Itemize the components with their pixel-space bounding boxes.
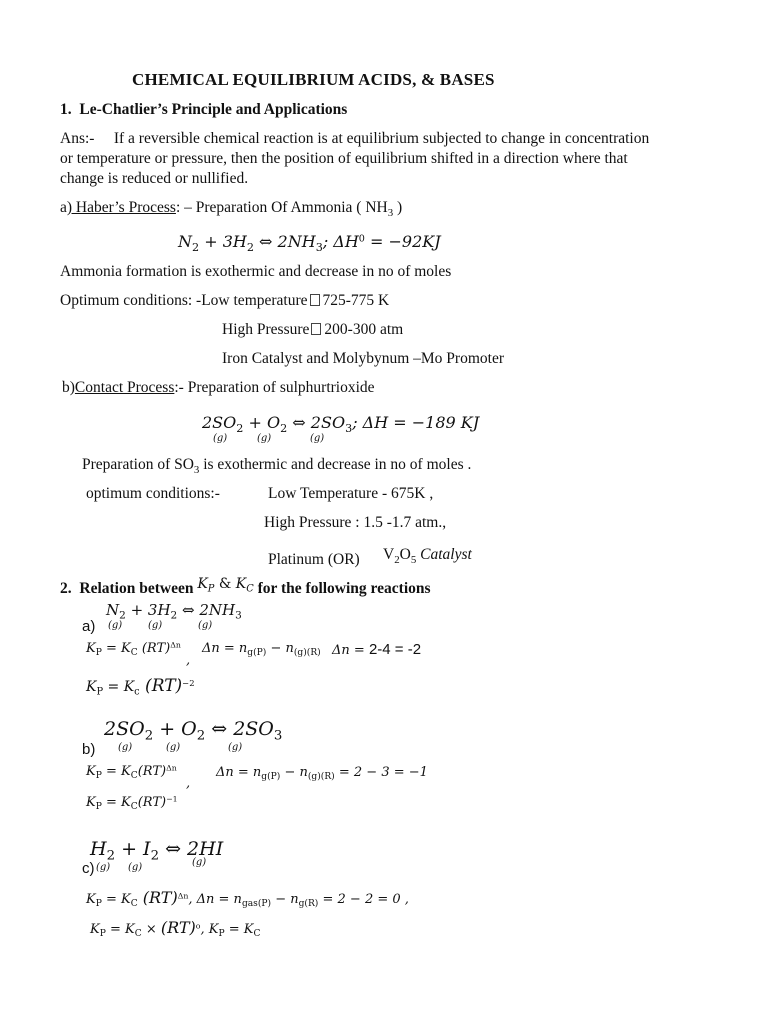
contact-optimum-2: High Pressure : 1.5 -1.7 atm., bbox=[264, 514, 447, 531]
reaction-c-kp-line-1: $K_P = K_C$ (RT)$^{\Delta n}$, $\Delta n = n_{gas(P)} - n_{g(R)} = 2 - 2 = 0$ , bbox=[86, 888, 409, 910]
section-2-title-post: for the following reactions bbox=[257, 580, 431, 597]
answer-line-3: change is reduced or nullified. bbox=[60, 170, 249, 187]
state-label: (g) bbox=[228, 742, 243, 753]
state-label: (g) bbox=[108, 620, 123, 631]
haber-opt-label: Optimum conditions: -Low temperature bbox=[60, 292, 308, 309]
reaction-a-equation: $N_2 + 3H_2$ ⇔ $2NH_3$ bbox=[106, 601, 242, 622]
state-label: (g) bbox=[213, 433, 228, 444]
reaction-b-kp-line-2: $K_P = K_C(RT)^{-1}$ bbox=[86, 794, 178, 813]
missing-glyph-box bbox=[310, 294, 320, 306]
page-title: CHEMICAL EQUILIBRIUM ACIDS, & BASES bbox=[132, 70, 495, 89]
kp-kc-symbol: $K_P$ & $K_C$ bbox=[197, 576, 254, 595]
state-label: (g) bbox=[128, 862, 143, 873]
contact-prefix: b) bbox=[62, 379, 75, 396]
haber-equation: $N_2 + 3H_2$ ⇔ $2NH_3$; $\Delta H^0 = -92KJ$ bbox=[178, 232, 441, 254]
section-1-heading bbox=[60, 101, 347, 119]
contact-rest: :- Preparation of sulphurtrioxide bbox=[174, 379, 375, 396]
haber-rest: : – Preparation Of Ammonia ( NH bbox=[175, 199, 388, 216]
contact-process-heading bbox=[62, 379, 375, 397]
section-1-number: 1. bbox=[60, 101, 72, 118]
section-2-number: 2. bbox=[60, 580, 72, 597]
answer-text-1: If a reversible chemical reaction is at equilibrium subjected to change in concentration bbox=[113, 130, 650, 147]
haber-optimum-1 bbox=[60, 292, 389, 310]
reaction-b-label: b) bbox=[82, 741, 96, 758]
reaction-a-delta-n: $\Delta n = n_{g(P)} - n_{(g)(R)}$ bbox=[202, 641, 321, 659]
state-label: (g) bbox=[198, 620, 213, 631]
haber-pressure-value: 200-300 atm bbox=[324, 321, 404, 338]
state-label: (g) bbox=[192, 857, 207, 868]
reaction-b-equation: $2SO_2 + O_2$ ⇔ $2SO_3$ bbox=[104, 718, 283, 744]
section-1-title: Le-Chatlier’s Principle and Applications bbox=[79, 101, 348, 118]
reaction-a-kp-line-1: $K_P = K_C$ (RT)$^{\Delta n}$ bbox=[86, 640, 181, 659]
state-label: (g) bbox=[257, 433, 272, 444]
v2o5-catalyst: $V_2O_5$ Catalyst bbox=[383, 546, 472, 566]
reaction-c-kp-line-2: $K_P = K_C \times (RT)^o$, $K_P = K_C$ bbox=[90, 918, 261, 940]
reaction-b-kp-line-1: $K_P = K_C(RT)^{\Delta n}$ bbox=[86, 763, 177, 782]
state-label: (g) bbox=[96, 862, 111, 873]
reaction-a-kp-line-2: $K_P = K_c$ (RT)$^{-2}$ bbox=[86, 676, 195, 698]
reaction-b-delta-n: $\Delta n = n_{g(P)} - n_{(g)(R)} = 2 - 3 = -1$ bbox=[216, 765, 428, 783]
haber-close: ) bbox=[393, 199, 403, 216]
missing-glyph-box bbox=[311, 323, 321, 335]
contact-optimum-1: Low Temperature - 675K , bbox=[268, 485, 434, 502]
haber-pressure-label: High Pressure bbox=[222, 321, 310, 338]
answer-line-1 bbox=[60, 130, 649, 148]
contact-label: Contact Process bbox=[74, 379, 175, 396]
haber-process-heading bbox=[60, 199, 402, 217]
contact-equation: $2SO_2 + O_2$ ⇔ $2SO_3$; ΔH = −189 KJ bbox=[202, 413, 480, 435]
reaction-a-label: a) bbox=[82, 618, 96, 635]
reaction-c-label: c) bbox=[82, 860, 95, 877]
state-label: (g) bbox=[118, 742, 133, 753]
haber-sub: 3 bbox=[387, 206, 394, 219]
answer-label: Ans:- bbox=[60, 130, 95, 147]
comma: , bbox=[186, 776, 191, 791]
haber-optimum-3: Iron Catalyst and Molybynum –Mo Promoter bbox=[222, 350, 504, 367]
comma: , bbox=[186, 653, 191, 668]
contact-optimum-3: Platinum (OR) bbox=[268, 551, 360, 568]
reaction-c-equation: $H_2 + I_2$ ⇔ 2HI bbox=[90, 838, 224, 864]
answer-line-2: or temperature or pressure, then the position of equilibrium shifted in a direction where that bbox=[60, 150, 628, 167]
contact-optimum-label: optimum conditions:- bbox=[86, 485, 220, 502]
reaction-a-delta-n-value: Δn = 2-4 = -2 bbox=[332, 641, 422, 658]
section-2-title-pre: Relation between bbox=[79, 580, 194, 597]
so3-note: Preparation of $SO_3$ is exothermic and decrease in no of moles . bbox=[82, 456, 472, 476]
state-label: (g) bbox=[310, 433, 325, 444]
haber-prefix: a bbox=[60, 199, 67, 216]
state-label: (g) bbox=[148, 620, 163, 631]
haber-optimum-2 bbox=[222, 321, 403, 339]
haber-temp-value: 725-775 K bbox=[322, 292, 390, 309]
section-2-heading bbox=[60, 576, 431, 598]
state-label: (g) bbox=[166, 742, 181, 753]
haber-label: ) Haber’s Process bbox=[66, 199, 176, 216]
ammonia-note: Ammonia formation is exothermic and decrease in no of moles bbox=[60, 263, 452, 280]
